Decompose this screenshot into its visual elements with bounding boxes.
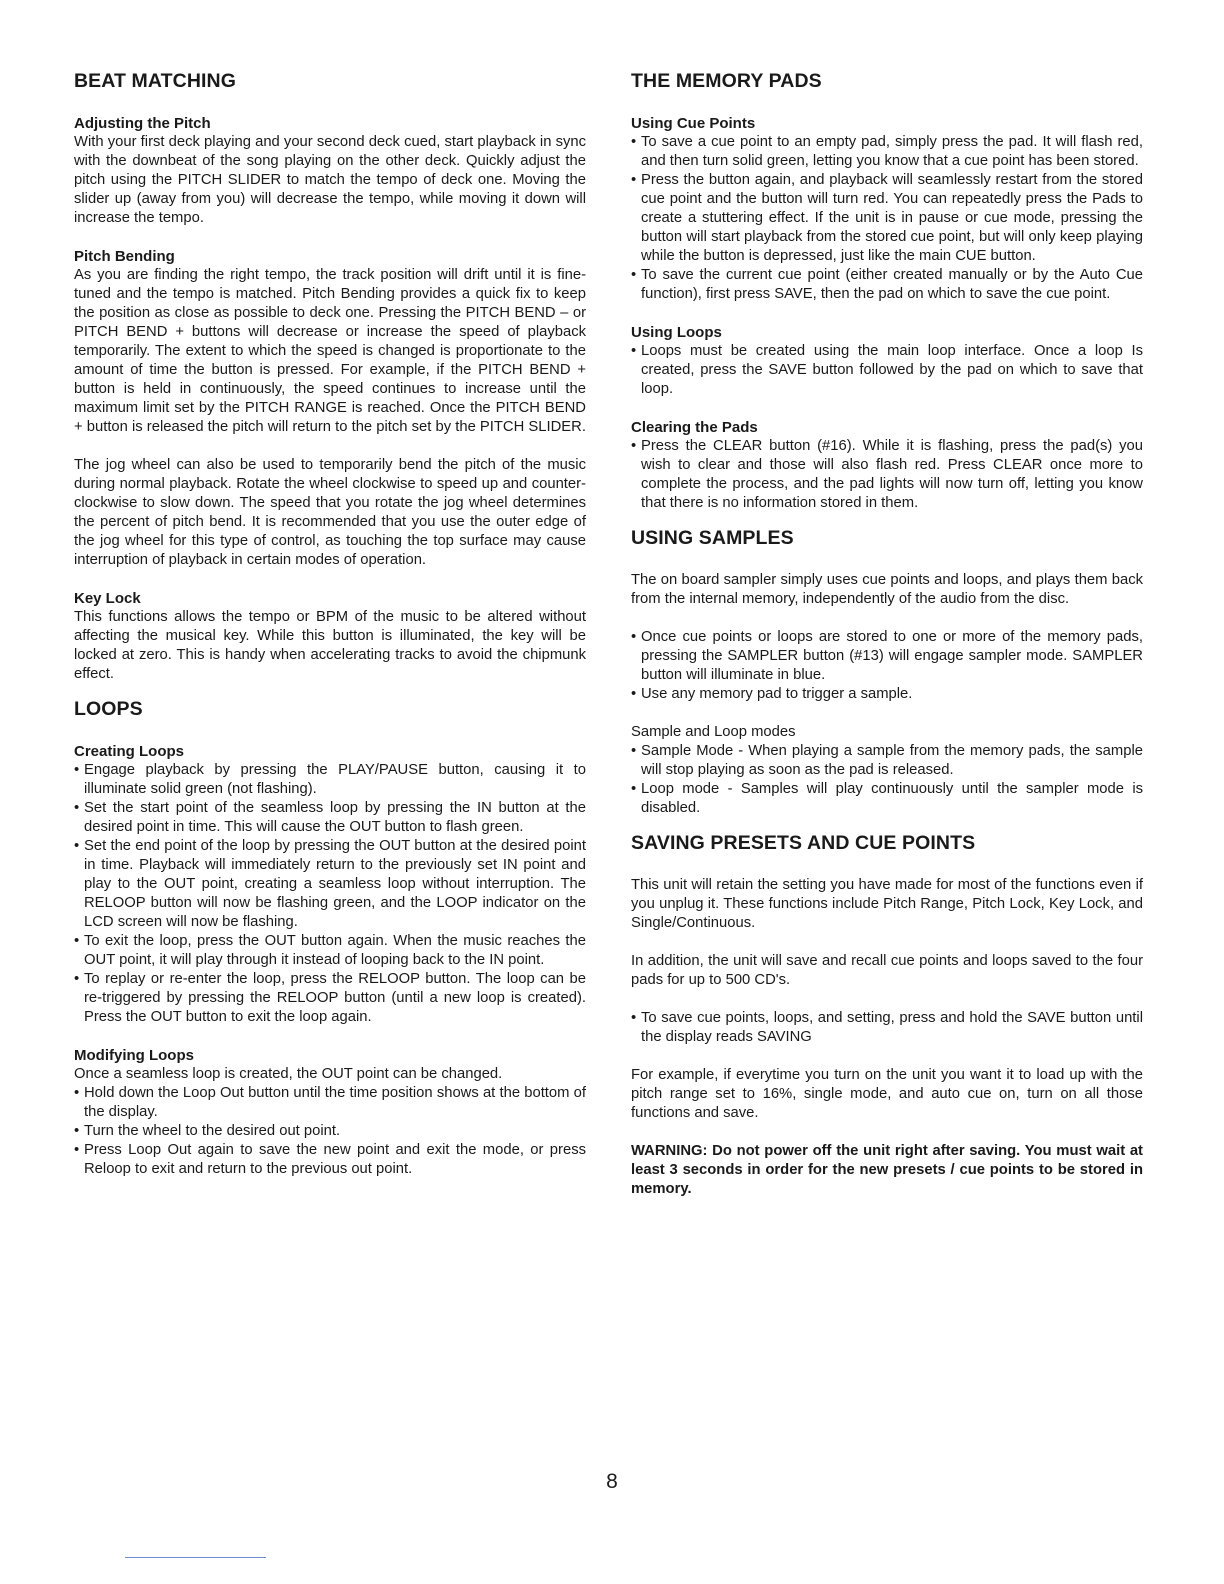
list-item: • To save cue points, loops, and setting, press and hold the SAVE button until the display reads SAVING: [631, 1009, 1143, 1047]
list-item: • Set the start point of the seamless loop by pressing the IN button at the desired point in time. This will cause the OUT button to flash green.: [74, 799, 586, 837]
list-item: • Once cue points or loops are stored to one or more of the memory pads, pressing the SAMPLER button (#13) will engage sampler mode. SAMPLER button will illuminate in blue.: [631, 628, 1143, 685]
paragraph-modifying-intro: Once a seamless loop is created, the OUT point can be changed.: [74, 1066, 503, 1082]
list-item: • Loops must be created using the main loop interface. Once a loop Is created, press the SAVE button followed by the pad on which to save that loop.: [631, 342, 1143, 399]
list-item: • Sample Mode - When playing a sample from the memory pads, the sample will stop playing as soon as the pad is released.: [631, 742, 1143, 780]
paragraph-adjusting-pitch: With your first deck playing and your second deck cued, start playback in sync with the downbeat of the song playing on the other deck. Quickly adjust the pitch using the PITCH SLIDER to match the tempo of deck one. Moving the slider up (away from you) will decrease the tempo, while moving it down will increase the tempo.: [74, 134, 586, 226]
page-number: 8: [606, 1470, 618, 1493]
left-column: [74, 70, 586, 1198]
list-item: • Turn the wheel to the desired out point.: [74, 1122, 586, 1141]
warning-text: WARNING: Do not power off the unit right after saving. You must wait at least 3 seconds in order for the new presets / cue points to be stored in memory.: [631, 1143, 1143, 1197]
list-cue-points: [631, 133, 1143, 304]
heading-beat-matching: BEAT MATCHING: [74, 70, 236, 92]
paragraph-key-lock: This functions allows the tempo or BPM of the music to be altered without affecting the musical key. While this button is illuminated, the key will be locked at zero. This is handy when accelerating tracks to avoid the chipmunk effect.: [74, 609, 586, 682]
heading-using-samples: USING SAMPLES: [631, 527, 794, 549]
subheading-pitch-bending: Pitch Bending: [74, 248, 175, 265]
paragraph-pitch-bending: As you are finding the right tempo, the track position will drift until it is fine-tuned and the tempo is matched. Pitch Bending provides a quick fix to keep the position as close as possible to deck one. Pressing the PITCH BEND – or PITCH BEND + buttons will decrease or increase the speed of playback temporarily. The extent to which the speed is changed is proportionate to the amount of time the button is pressed. For example, if the PITCH BEND + button is held in continuously, the speed continues to increase until the maximum limit set by the PITCH RANGE is reached. Once the PITCH BEND + button is released the pitch will return to the pitch set by the PITCH SLIDER.: [74, 267, 586, 435]
list-item: • Press the button again, and playback will seamlessly restart from the stored cue point and the button will turn red. You can repeatedly press the Pads to create a stuttering effect. If the unit is in pause or cue mode, pressing the button will start playback from the stored cue point, but will only keep playing while the button is depressed, just like the main CUE button.: [631, 171, 1143, 266]
list-item: • Press the CLEAR button (#16). While it is flashing, press the pad(s) you wish to clear and those will also flash red. Press CLEAR once more to complete the process, and the pad lights will now turn off, letting you know that there is no information stored in them.: [631, 437, 1143, 513]
paragraph-jog-wheel: The jog wheel can also be used to temporarily bend the pitch of the music during normal playback. Rotate the wheel clockwise to speed up and counter-clockwise to slow down. The speed that you rotate the jog wheel determines the percent of pitch bend. It is recommended that you use the outer edge of the jog wheel for this type of control, as touching the top surface may cause interruption of playback in certain modes of operation.: [74, 457, 586, 568]
list-item: • Loop mode - Samples will play continuously until the sampler mode is disabled.: [631, 780, 1143, 818]
paragraph-presets-2: In addition, the unit will save and recall cue points and loops saved to the four pads for up to 500 CD's.: [631, 953, 1143, 988]
subheading-creating-loops: Creating Loops: [74, 743, 185, 760]
subheading-adjusting-pitch: Adjusting the Pitch: [74, 115, 211, 132]
paragraph-presets-3: For example, if everytime you turn on the unit you want it to load up with the pitch range set to 16%, single mode, and auto cue on, turn on all those functions and save.: [631, 1067, 1143, 1121]
list-creating-loops: [74, 761, 586, 1027]
list-modifying-loops: [74, 1084, 586, 1179]
footer-rule: [125, 1557, 266, 1558]
heading-saving-presets: SAVING PRESETS AND CUE POINTS: [631, 832, 976, 854]
list-item: • Engage playback by pressing the PLAY/PAUSE button, causing it to illuminate solid green (not flashing).: [74, 761, 586, 799]
list-item: • To exit the loop, press the OUT button again. When the music reaches the OUT point, it will play through it instead of looping back to the IN point.: [74, 932, 586, 970]
subheading-using-cue-points: Using Cue Points: [631, 115, 756, 132]
list-item: • To save the current cue point (either created manually or by the Auto Cue function), first press SAVE, then the pad on which to save the cue point.: [631, 266, 1143, 304]
subheading-key-lock: Key Lock: [74, 590, 141, 607]
list-item: • Use any memory pad to trigger a sample.: [631, 685, 1143, 704]
heading-memory-pads: THE MEMORY PADS: [631, 70, 822, 92]
subheading-modifying-loops: Modifying Loops: [74, 1047, 194, 1064]
paragraph-sample-loop-modes: Sample and Loop modes: [631, 724, 796, 740]
list-clearing-pads: [631, 437, 1143, 513]
list-item: • Set the end point of the loop by pressing the OUT button at the desired point in time. Playback will immediately return to the previously set IN point and play to the OUT point, creating a seamless loop without interruption. The RELOOP button will now be flashing green, and the LOOP indicator on the LCD screen will now be flashing.: [74, 837, 586, 932]
subheading-using-loops: Using Loops: [631, 324, 722, 341]
list-item: • To replay or re-enter the loop, press the RELOOP button. The loop can be re-triggered by pressing the RELOOP button (until a new loop is created). Press the OUT button to exit the loop again.: [74, 970, 586, 1027]
subheading-clearing-pads: Clearing the Pads: [631, 419, 758, 436]
list-item: • To save a cue point to an empty pad, simply press the pad. It will flash red, and then turn solid green, letting you know that a cue point has been stored.: [631, 133, 1143, 171]
list-using-loops: [631, 342, 1143, 399]
heading-loops: LOOPS: [74, 698, 143, 720]
right-column: [631, 70, 1143, 1218]
list-item: • Press Loop Out again to save the new point and exit the mode, or press Reloop to exit and return to the previous out point.: [74, 1141, 586, 1179]
list-sample-modes: [631, 742, 1143, 818]
list-samples: [631, 628, 1143, 704]
list-item: • Hold down the Loop Out button until the time position shows at the bottom of the display.: [74, 1084, 586, 1122]
paragraph-samples-intro: The on board sampler simply uses cue points and loops, and plays them back from the internal memory, independently of the audio from the disc.: [631, 572, 1143, 607]
paragraph-presets-1: This unit will retain the setting you have made for most of the functions even if you unplug it. These functions include Pitch Range, Pitch Lock, Key Lock, and Single/Continuous.: [631, 877, 1143, 931]
list-presets: [631, 1009, 1143, 1047]
